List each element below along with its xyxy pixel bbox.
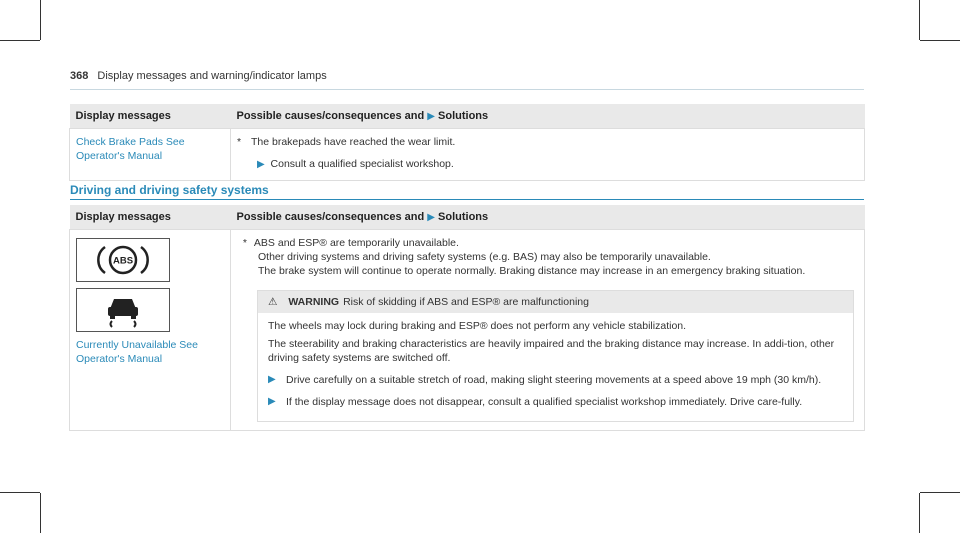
solution-text: Consult a qualified specialist workshop.	[270, 158, 454, 170]
cause-cell: * ABS and ESP® are temporarily unavailable. Other driving systems and driving safety systems (e.g. BAS) may also be temporarily unavailable. The brake system will continue to operate normally. Braking distance may increase in an emergency braking situation. ⚠ WARNING Risk of skidding if ABS and ESP® are malfunctioning The wheels may lock during braking and ESP® does not perform any vehicle stabilization. The steerability and braking characteristics are heavily impaired and the braking distance may increase. In addi-tion, other driving safety systems are switched off. ▶ Drive carefully on a suitable stretch of road, making slight steering movements at a speed above 19 mph (30 km/h). ▶ If the display message does not disappear, consult a qualified specialist workshop immediately. Drive care-fully.	[231, 230, 865, 431]
warning-triangle-icon: ⚠	[268, 296, 278, 308]
arrow-right-icon: ▶	[268, 396, 276, 407]
crop-mark	[40, 0, 41, 40]
header-rule	[70, 89, 864, 90]
list-item: ▶ Drive carefully on a suitable stretch of road, making slight steering movements at a speed above 19 mph (30 km/h).	[268, 374, 822, 386]
cause-cell	[231, 129, 865, 181]
arrow-right-icon: ▶	[427, 111, 435, 122]
cause-text: The brakepads have reached the wear limit.	[251, 136, 456, 148]
display-message: Currently Unavailable See Operator's Manual	[76, 339, 198, 365]
asterisk-icon: *	[237, 136, 242, 148]
warning-header	[258, 291, 853, 313]
warning-paragraph: The wheels may lock during braking and ESP® does not perform any vehicle stabilization.	[268, 320, 687, 332]
warning-paragraph: The steerability and braking characteristics are heavily impaired and the braking distance may increase. In addi-tion, other driving safety systems are switched off.	[268, 338, 835, 364]
abs-table	[69, 205, 865, 431]
arrow-right-icon: ▶	[268, 374, 276, 385]
col-header-display-messages: Display messages	[70, 205, 231, 230]
warning-box	[257, 290, 854, 422]
table-row	[70, 129, 865, 181]
page-header	[70, 70, 327, 82]
col-header-causes: Possible causes/consequences and ▶ Solutions	[231, 104, 865, 129]
page-title: Display messages and warning/indicator lamps	[97, 70, 327, 82]
section-rule	[70, 199, 864, 200]
crop-mark	[919, 0, 920, 40]
crop-mark	[0, 492, 40, 493]
brake-pads-table	[69, 104, 865, 181]
table-row	[70, 230, 865, 431]
crop-mark	[920, 40, 960, 41]
arrow-right-icon: ▶	[257, 159, 265, 170]
crop-mark	[919, 493, 920, 533]
warning-title: Risk of skidding if ABS and ESP® are malfunctioning	[343, 296, 589, 308]
page-number: 368	[70, 70, 89, 82]
message-cell	[70, 230, 231, 431]
col-header-causes: Possible causes/consequences and ▶ Solutions	[231, 205, 865, 230]
crop-mark	[40, 493, 41, 533]
asterisk-icon: *	[237, 237, 247, 249]
display-message: Check Brake Pads See Operator's Manual	[70, 129, 231, 181]
arrow-right-icon: ▶	[427, 212, 435, 223]
warning-label: WARNING	[288, 296, 340, 308]
abs-warning-icon	[76, 238, 170, 282]
col-header-display-messages: Display messages	[70, 104, 231, 129]
skidding-car-icon	[76, 288, 170, 332]
section-title: Driving and driving safety systems	[70, 183, 269, 197]
crop-mark	[920, 492, 960, 493]
crop-mark	[0, 40, 40, 41]
list-item: ▶ If the display message does not disappear, consult a qualified specialist workshop immediately. Drive care-fully.	[268, 396, 803, 408]
svg-text:ABS: ABS	[112, 255, 134, 267]
warning-body	[258, 313, 853, 421]
